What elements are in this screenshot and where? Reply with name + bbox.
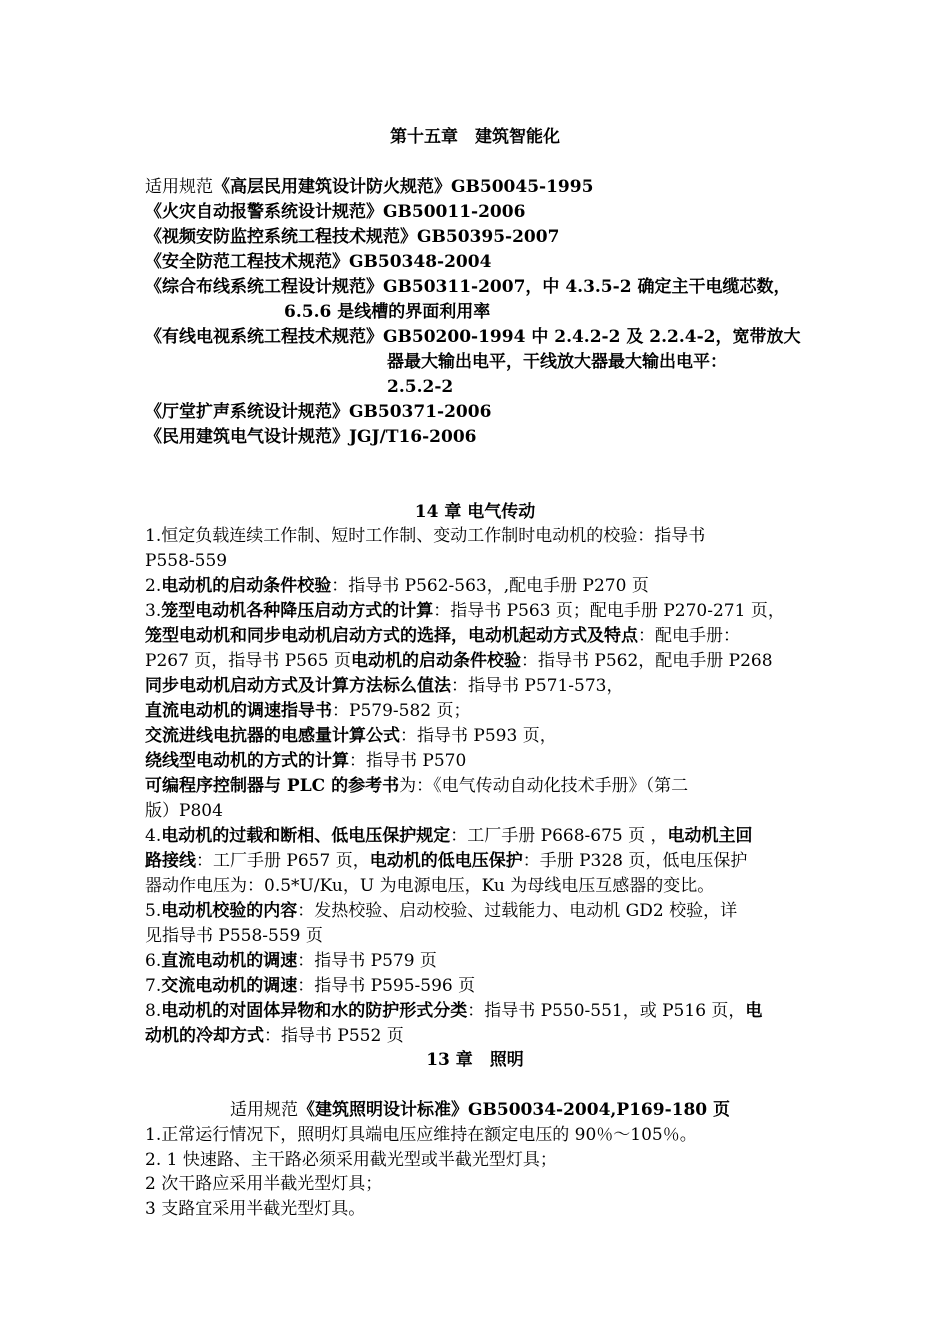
chapter15-std6-cont2 [387, 375, 453, 400]
item-heading: 交流进线电抗器的电感量计算公式 [145, 726, 400, 746]
ch14-line: 见指导书 P558-559 页 [145, 926, 323, 946]
item-number: 8. [145, 1001, 162, 1021]
ch14-line [145, 624, 740, 649]
ch13-line: 1.正常运行情况下，照明灯具端电压应维持在额定电压的 90％～105％。 [145, 1125, 697, 1145]
chapter13-std [230, 1098, 730, 1123]
chapter15-std8 [145, 425, 477, 450]
chapter15-std5 [145, 275, 790, 300]
ch14-line [145, 949, 437, 974]
item-heading: 交流电动机的调速 [161, 976, 298, 996]
ch14-line [145, 824, 753, 849]
ch14-line [145, 749, 466, 774]
item-text: ：指导书 P595-596 页 [297, 976, 476, 996]
item-heading: 绕线型电动机的方式的计算 [145, 751, 349, 771]
item-number: 6. [145, 951, 162, 971]
item-text: ：指导书 P570 [349, 751, 467, 771]
item-heading: 电动机的对固体异物和水的防护形式分类 [161, 1001, 468, 1021]
chapter15-std5-cont [284, 300, 490, 325]
item-text: ：配电手册： [638, 626, 740, 646]
ch13-line: 3 支路宜采用半截光型灯具。 [145, 1199, 366, 1219]
std-name: 《民用建筑电气设计规范》JGJ/T16-2006 [145, 427, 477, 447]
std-name: 《高层民用建筑设计防火规范》GB50045-1995 [213, 177, 594, 197]
ch14-line [145, 1024, 404, 1049]
item-heading: 电动机的启动条件校验 [161, 576, 332, 596]
item-text: 为：《电气传动自动化技术手册》（第二 [399, 776, 689, 796]
ch14-line [145, 774, 688, 799]
item-text: P267 页，指导书 P565 页 [145, 651, 351, 671]
item-heading: 电动机的过载和断相、低电压保护规定 [161, 826, 451, 846]
ch14-line [145, 974, 475, 999]
ch14-line: 器动作电压为：0.5*U/Ku，U 为电源电压，Ku 为母线电压互感器的变比。 [145, 876, 715, 896]
ch14-line [145, 724, 557, 749]
chapter15-std3 [145, 225, 559, 250]
item-text: ：手册 P328 页，低电压保护 [522, 851, 748, 871]
item-heading: 可编程序控制器与 PLC 的参考书 [145, 776, 400, 796]
chapter15-title: 第十五章 建筑智能化 [390, 127, 560, 147]
item-text: ：工厂手册 P657 页， [196, 851, 370, 871]
ch14-line [145, 599, 785, 624]
item-text: ：指导书 P552 页 [264, 1026, 404, 1046]
item-text: ：指导书 P550-551，或 P516 页， [467, 1001, 746, 1021]
std-note: 6.5.6 是线槽的界面利用率 [284, 302, 491, 322]
item-text: ：指导书 P562-563，,配电手册 P270 页 [331, 576, 649, 596]
item-heading: 电动机的低电压保护 [369, 851, 523, 871]
item-text: ：发热校验、启动校验、过载能力、电动机 GD2 校验，详 [297, 901, 738, 921]
item-heading: 直流电动机的调速 [161, 951, 298, 971]
item-heading: 电 [745, 1001, 763, 1021]
ch14-line: 版）P804 [145, 801, 223, 821]
std-name: 《厅堂扩声系统设计规范》GB50371-2006 [145, 402, 492, 422]
ch13-line: 2. 1 快速路、主干路必须采用截光型或半截光型灯具； [145, 1150, 557, 1170]
std-name: 《视频安防监控系统工程技术规范》GB50395-2007 [145, 227, 560, 247]
ch14-line [145, 649, 773, 674]
std-note: 2.5.2-2 [387, 377, 454, 397]
ch14-line [145, 999, 762, 1024]
std-name: 《有线电视系统工程技术规范》GB50200-1994 中 2.4.2-2 及 2.2.4-2，宽带放大 [145, 327, 801, 347]
chapter15-std6-cont [387, 350, 727, 375]
item-heading: 直流电动机的调速指导书 [145, 701, 332, 721]
item-number: 5. [145, 901, 162, 921]
item-number: 7. [145, 976, 162, 996]
std-note: 器最大输出电平，干线放大器最大输出电平： [387, 352, 727, 372]
item-text: ：指导书 P593 页， [400, 726, 557, 746]
item-text: ：指导书 P562，配电手册 P268 [520, 651, 773, 671]
ch13-line: 2 次干路应采用半截光型灯具； [145, 1174, 383, 1194]
chapter15-std1 [145, 175, 593, 200]
item-heading: 电动机校验的内容 [161, 901, 298, 921]
chapter14-title: 14 章 电气传动 [414, 502, 536, 522]
item-text: ：P579-582 页； [332, 701, 471, 721]
item-number: 3. [145, 601, 162, 621]
chapter15-std2 [145, 200, 525, 225]
chapter13-title: 13 章 照明 [426, 1050, 524, 1070]
ch14-line [145, 849, 747, 874]
item-text: ：指导书 P571-573， [451, 676, 624, 696]
item-heading: 电动机的启动条件校验 [350, 651, 521, 671]
item-text: ：工厂手册 P668-675 页 ， [450, 826, 668, 846]
ch14-line [145, 899, 737, 924]
item-heading: 同步电动机启动方式及计算方法标么值法 [145, 676, 451, 696]
item-text: ：指导书 P563 页；配电手册 P270-271 页， [433, 601, 785, 621]
std-name: 《安全防范工程技术规范》GB50348-2004 [145, 252, 492, 272]
std-name: 《火灾自动报警系统设计规范》GB50011-2006 [145, 202, 526, 222]
item-number: 2. [145, 576, 162, 596]
chapter15-std4 [145, 250, 491, 275]
item-heading: 电动机起动方式及特点 [468, 626, 638, 646]
item-heading: 路接线 [145, 851, 196, 871]
item-text: ：指导书 P579 页 [297, 951, 437, 971]
item-heading: 动机的冷却方式 [145, 1026, 264, 1046]
item-heading: 笼型电动机各种降压启动方式的计算 [161, 601, 434, 621]
std-name: 《建筑照明设计标准》GB50034-2004,P169-180 页 [298, 1100, 731, 1120]
item-heading: 电动机主回 [667, 826, 753, 846]
std-name: 《综合布线系统工程设计规范》GB50311-2007，中 4.3.5-2 确定主干电缆芯数， [145, 277, 791, 297]
std-prefix: 适用规范 [230, 1100, 298, 1120]
ch14-line [145, 699, 470, 724]
chapter15-std6 [145, 325, 801, 350]
item-number: 4. [145, 826, 162, 846]
ch14-line [145, 674, 623, 699]
item-sep: ， [451, 626, 468, 646]
ch14-line [145, 574, 649, 599]
ch14-line: P558-559 [145, 551, 228, 571]
std-prefix: 适用规范 [145, 177, 213, 197]
ch14-line: 1.恒定负载连续工作制、短时工作制、变动工作制时电动机的校验：指导书 [145, 526, 706, 546]
chapter15-std7 [145, 400, 491, 425]
item-heading: 笼型电动机和同步电动机启动方式的选择 [145, 626, 451, 646]
